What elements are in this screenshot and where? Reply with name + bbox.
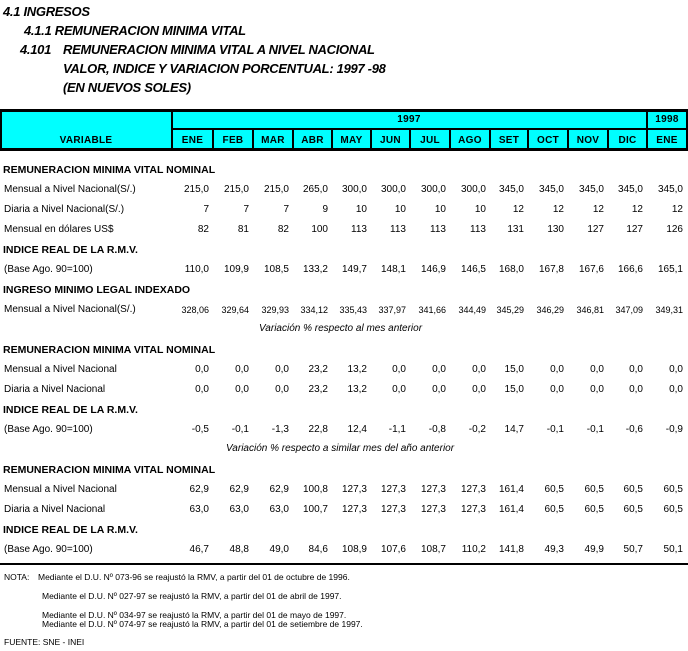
table-cell: 300,0 — [380, 184, 406, 195]
table-cell: 62,9 — [269, 484, 289, 495]
table-cell: 0,0 — [472, 384, 486, 395]
table-cell: 62,9 — [229, 484, 249, 495]
row-label: Mensual a Nivel Nacional(S/.) — [4, 304, 136, 315]
table-row — [0, 380, 688, 400]
table-row — [0, 200, 688, 220]
footnote-2: Mediante el D.U. Nº 027-97 se reajustó la RMV, a partir del 01 de abril de 1997. — [42, 591, 342, 601]
table-cell: -1,1 — [388, 424, 406, 435]
table-cell: 9 — [322, 204, 328, 215]
table-cell: 168,0 — [498, 264, 524, 275]
nota-label: NOTA: — [4, 572, 30, 582]
section-heading: INDICE REAL DE LA R.M.V. — [3, 244, 138, 256]
table-cell: 0,0 — [392, 364, 406, 375]
table-cell: 12 — [552, 204, 564, 215]
table-cell: 127,3 — [341, 504, 367, 515]
table-subtitle: VALOR, INDICE Y VARIACION PORCENTUAL: 1997 -98 — [63, 61, 386, 76]
section-heading: REMUNERACION MINIMA VITAL NOMINAL — [3, 344, 216, 356]
table-cell: 349,31 — [655, 305, 683, 315]
header-month: ABR — [301, 135, 324, 146]
table-cell: 60,5 — [663, 484, 683, 495]
table-cell: 0,0 — [432, 364, 446, 375]
table-cell: -0,6 — [625, 424, 643, 435]
header-month: NOV — [576, 135, 600, 146]
row-label: Mensual a Nivel Nacional(S/.) — [4, 184, 136, 195]
header-month: SET — [498, 135, 520, 146]
table-cell: 113 — [430, 224, 446, 235]
header-year-1997: 1997 — [397, 114, 421, 125]
table-cell: 108,7 — [420, 544, 446, 555]
section-row — [0, 280, 688, 300]
table-cell: 346,29 — [536, 305, 564, 315]
table-cell: 84,6 — [308, 544, 328, 555]
table-cell: 337,97 — [378, 305, 406, 315]
table-cell: 13,2 — [347, 364, 367, 375]
section-heading: INDICE REAL DE LA R.M.V. — [3, 404, 138, 416]
table-cell: 7 — [203, 204, 209, 215]
header-year-1998: 1998 — [655, 114, 679, 125]
table-cell: 13,2 — [347, 384, 367, 395]
table-cell: -0,1 — [231, 424, 249, 435]
table-cell: 100,7 — [302, 504, 328, 515]
table-cell: 0,0 — [195, 364, 209, 375]
section-heading: INGRESO MINIMO LEGAL INDEXADO — [3, 284, 191, 296]
footnote-3: Mediante el D.U. Nº 034-97 se reajustó la RMV, a partir del 01 de mayo de 1997. — [42, 610, 347, 620]
row-label: Diaria a Nivel Nacional(S/.) — [4, 204, 125, 215]
section-heading: REMUNERACION MINIMA VITAL NOMINAL — [3, 464, 216, 476]
table-cell: 0,0 — [590, 364, 604, 375]
table-cell: 328,06 — [181, 305, 209, 315]
table-cell: -1,3 — [271, 424, 289, 435]
row-label: (Base Ago. 90=100) — [4, 264, 93, 275]
table-cell: 49,0 — [269, 544, 289, 555]
table-cell: -0,1 — [586, 424, 604, 435]
table-cell: 127,3 — [460, 484, 486, 495]
table-cell: 148,1 — [380, 264, 406, 275]
table-row — [0, 360, 688, 380]
variation-note-row — [0, 440, 688, 460]
table-cell: 345,0 — [538, 184, 564, 195]
header-month: ENE — [181, 135, 204, 146]
row-label: Diaria a Nivel Nacional — [4, 384, 106, 395]
header-month: FEB — [222, 135, 244, 146]
table-cell: 0,0 — [669, 384, 683, 395]
table-cell: 161,4 — [498, 484, 524, 495]
table-cell: 0,0 — [235, 384, 249, 395]
table-cell: 7 — [243, 204, 249, 215]
table-cell: -0,5 — [191, 424, 209, 435]
table-cell: 15,0 — [504, 384, 524, 395]
table-cell: 127,3 — [341, 484, 367, 495]
table-cell: 127,3 — [460, 504, 486, 515]
table-cell: 166,6 — [617, 264, 643, 275]
table-cell: 127 — [587, 224, 604, 235]
table-cell: 167,8 — [538, 264, 564, 275]
table-cell: 127 — [626, 224, 643, 235]
table-cell: 341,66 — [418, 305, 446, 315]
table-title: REMUNERACION MINIMA VITAL A NIVEL NACIONAL — [63, 42, 375, 57]
header-month: JUN — [380, 135, 401, 146]
header-bottom-rule — [0, 148, 688, 151]
section-heading: INDICE REAL DE LA R.M.V. — [3, 524, 138, 536]
table-row — [0, 540, 688, 560]
table-cell: 107,6 — [380, 544, 406, 555]
table-row — [0, 420, 688, 440]
header-month: DIC — [618, 135, 637, 146]
table-cell: 127,3 — [380, 504, 406, 515]
table-cell: 0,0 — [235, 364, 249, 375]
table-cell: 127,3 — [420, 504, 446, 515]
row-label: Mensual en dólares US$ — [4, 224, 114, 235]
table-cell: 23,2 — [308, 364, 328, 375]
table-cell: 12 — [592, 204, 604, 215]
table-cell: 165,1 — [657, 264, 683, 275]
table-cell: 0,0 — [392, 384, 406, 395]
table-cell: 0,0 — [275, 364, 289, 375]
table-cell: 60,5 — [663, 504, 683, 515]
table-cell: 48,8 — [229, 544, 249, 555]
table-cell: 300,0 — [460, 184, 486, 195]
table-units: (EN NUEVOS SOLES) — [63, 80, 191, 95]
table-cell: -0,1 — [546, 424, 564, 435]
table-cell: 110,0 — [184, 264, 209, 275]
table-cell: 60,5 — [584, 484, 604, 495]
table-cell: 109,9 — [223, 264, 249, 275]
table-cell: 82 — [197, 224, 209, 235]
table-cell: 100,8 — [302, 484, 328, 495]
table-cell: 10 — [434, 204, 446, 215]
table-cell: 167,6 — [578, 264, 604, 275]
section-row — [0, 400, 688, 420]
table-cell: 0,0 — [629, 364, 643, 375]
table-cell: 10 — [474, 204, 486, 215]
variation-note-row — [0, 320, 688, 340]
table-row — [0, 300, 688, 320]
footnote-4: Mediante el D.U. Nº 074-97 se reajustó la RMV, a partir del 01 de setiembre de 1997. — [42, 619, 363, 629]
table-cell: 113 — [470, 224, 486, 235]
table-cell: 300,0 — [341, 184, 367, 195]
table-cell: 0,0 — [629, 384, 643, 395]
row-label: Diaria a Nivel Nacional — [4, 504, 106, 515]
header-month: JUL — [420, 135, 440, 146]
table-cell: 146,5 — [460, 264, 486, 275]
table-cell: 49,3 — [544, 544, 564, 555]
table-cell: 0,0 — [275, 384, 289, 395]
table-cell: 0,0 — [432, 384, 446, 395]
table-cell: 131 — [507, 224, 524, 235]
header-month: AGO — [458, 135, 482, 146]
table-cell: 15,0 — [504, 364, 524, 375]
table-cell: 10 — [394, 204, 406, 215]
table-cell: 82 — [277, 224, 289, 235]
table-cell: 344,49 — [458, 305, 486, 315]
table-cell: 215,0 — [183, 184, 209, 195]
table-cell: 23,2 — [308, 384, 328, 395]
table-cell: 345,0 — [617, 184, 643, 195]
table-cell: 345,29 — [496, 305, 524, 315]
table-row — [0, 220, 688, 240]
table-cell: 12 — [671, 204, 683, 215]
table-cell: 60,5 — [544, 484, 564, 495]
table-row — [0, 480, 688, 500]
table-cell: 10 — [355, 204, 367, 215]
table-cell: 60,5 — [623, 504, 643, 515]
table-cell: 62,9 — [189, 484, 209, 495]
table-cell: 265,0 — [302, 184, 328, 195]
table-cell: 0,0 — [590, 384, 604, 395]
table-cell: 334,12 — [300, 305, 328, 315]
table-cell: 345,0 — [657, 184, 683, 195]
table-bottom-rule — [0, 563, 688, 565]
table-cell: 133,2 — [302, 264, 328, 275]
table-cell: -0,9 — [665, 424, 683, 435]
table-cell: 0,0 — [472, 364, 486, 375]
table-cell: -0,8 — [428, 424, 446, 435]
header-month: MAY — [340, 135, 363, 146]
header-month: MAR — [261, 135, 285, 146]
header-top-rule — [0, 109, 688, 112]
table-cell: 347,09 — [615, 305, 643, 315]
table-cell: 329,93 — [261, 305, 289, 315]
table-cell: 108,5 — [263, 264, 289, 275]
table-cell: 60,5 — [623, 484, 643, 495]
table-cell: 345,0 — [498, 184, 524, 195]
table-cell: 46,7 — [189, 544, 209, 555]
table-cell: 329,64 — [221, 305, 249, 315]
table-cell: 0,0 — [550, 384, 564, 395]
table-cell: 215,0 — [263, 184, 289, 195]
table-cell: 60,5 — [544, 504, 564, 515]
table-cell: 50,7 — [623, 544, 643, 555]
table-cell: 100 — [311, 224, 328, 235]
table-cell: 149,7 — [341, 264, 367, 275]
row-label: (Base Ago. 90=100) — [4, 424, 93, 435]
table-cell: -0,2 — [468, 424, 486, 435]
section-row — [0, 460, 688, 480]
subsection-title: 4.1.1 REMUNERACION MINIMA VITAL — [24, 23, 246, 38]
header-month: ENE — [656, 135, 678, 146]
table-cell: 0,0 — [550, 364, 564, 375]
table-cell: 113 — [390, 224, 406, 235]
table-cell: 12 — [512, 204, 524, 215]
table-cell: 14,7 — [504, 424, 524, 435]
table-cell: 49,9 — [584, 544, 604, 555]
table-number: 4.101 — [20, 42, 52, 57]
table-row — [0, 500, 688, 520]
row-label: (Base Ago. 90=100) — [4, 544, 93, 555]
section-heading: REMUNERACION MINIMA VITAL NOMINAL — [3, 164, 216, 176]
section-row — [0, 240, 688, 260]
table-cell: 50,1 — [663, 544, 683, 555]
section-row — [0, 160, 688, 180]
table-cell: 12,4 — [347, 424, 367, 435]
section-row — [0, 340, 688, 360]
footnote-1: Mediante el D.U. Nº 073-96 se reajustó la RMV, a partir del 01 de octubre de 1996. — [38, 572, 350, 582]
table-cell: 346,81 — [576, 305, 604, 315]
table-cell: 108,9 — [341, 544, 367, 555]
table-cell: 113 — [351, 224, 367, 235]
table-cell: 335,43 — [339, 305, 367, 315]
table-cell: 146,9 — [420, 264, 446, 275]
row-label: Mensual a Nivel Nacional — [4, 364, 117, 375]
table-cell: 63,0 — [189, 504, 209, 515]
table-cell: 110,2 — [461, 544, 486, 555]
table-cell: 141,8 — [498, 544, 524, 555]
table-cell: 130 — [547, 224, 564, 235]
table-row — [0, 260, 688, 280]
table-cell: 81 — [237, 224, 249, 235]
section-title: 4.1 INGRESOS — [3, 4, 90, 19]
header-variable: VARIABLE — [59, 135, 113, 146]
header-mid-rule — [172, 128, 688, 130]
variation-note: Variación % respecto al mes anterior — [259, 323, 423, 334]
table-cell: 63,0 — [229, 504, 249, 515]
table-cell: 12 — [631, 204, 643, 215]
table-cell: 127,3 — [380, 484, 406, 495]
variation-note: Variación % respecto a similar mes del año anterior — [226, 443, 455, 454]
table-cell: 127,3 — [420, 484, 446, 495]
table-row — [0, 180, 688, 200]
table-cell: 7 — [283, 204, 289, 215]
table-cell: 60,5 — [584, 504, 604, 515]
table-cell: 345,0 — [578, 184, 604, 195]
row-label: Mensual a Nivel Nacional — [4, 484, 117, 495]
source: FUENTE: SNE - INEI — [4, 637, 85, 647]
table-cell: 126 — [666, 224, 683, 235]
table-cell: 22,8 — [308, 424, 328, 435]
section-row — [0, 520, 688, 540]
table-cell: 161,4 — [498, 504, 524, 515]
table-cell: 0,0 — [669, 364, 683, 375]
table-cell: 63,0 — [269, 504, 289, 515]
table-cell: 215,0 — [223, 184, 249, 195]
table-cell: 300,0 — [420, 184, 446, 195]
table-cell: 0,0 — [195, 384, 209, 395]
header-month: OCT — [536, 135, 559, 146]
